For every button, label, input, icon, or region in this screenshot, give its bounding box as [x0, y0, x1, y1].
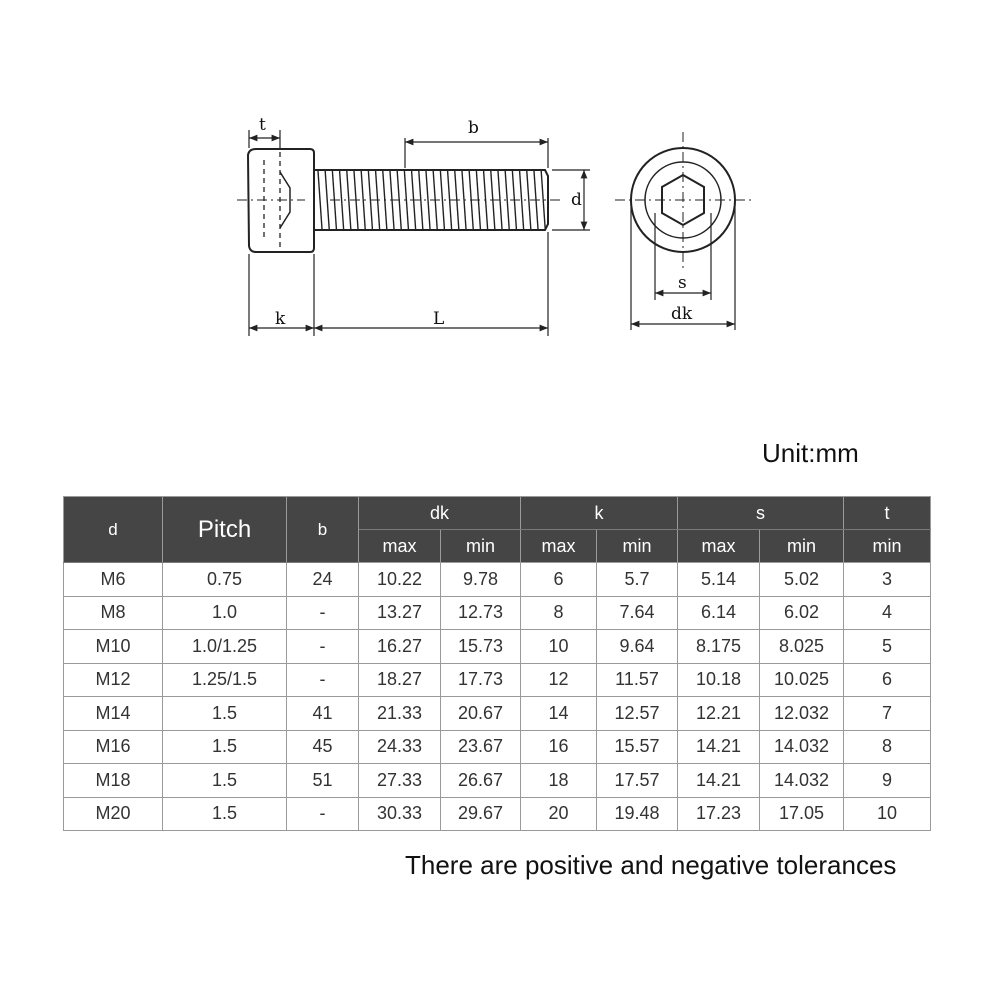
table-cell: 7 — [844, 697, 931, 731]
table-cell: 5.7 — [597, 563, 678, 597]
table-cell: 18 — [521, 764, 597, 798]
table-cell: 3 — [844, 563, 931, 597]
table-cell: 11.57 — [597, 663, 678, 697]
table-cell: 14.21 — [678, 730, 760, 764]
table-cell: 14.032 — [760, 730, 844, 764]
screw-head-side — [237, 149, 314, 252]
table-cell: 14 — [521, 697, 597, 731]
table-row — [64, 630, 931, 664]
header-s: s — [678, 497, 844, 530]
table-cell: 1.0/1.25 — [163, 630, 287, 664]
table-cell: 15.57 — [597, 730, 678, 764]
table-cell: M8 — [64, 596, 163, 630]
table-cell: 6 — [844, 663, 931, 697]
label-L: L — [433, 309, 445, 329]
table-cell: 26.67 — [441, 764, 521, 798]
table-cell: 24.33 — [359, 730, 441, 764]
table-cell: 12.57 — [597, 697, 678, 731]
table-row — [64, 764, 931, 798]
table-cell: 29.67 — [441, 797, 521, 831]
table-cell: 14.032 — [760, 764, 844, 798]
table-cell: 41 — [287, 697, 359, 731]
table-cell: 8 — [521, 596, 597, 630]
unit-label: Unit:mm — [762, 438, 859, 468]
table-cell: 1.5 — [163, 797, 287, 831]
table-cell: 10.22 — [359, 563, 441, 597]
table-cell: 9.78 — [441, 563, 521, 597]
table-cell: 14.21 — [678, 764, 760, 798]
header-k-min: min — [597, 530, 678, 563]
header-dk-max: max — [359, 530, 441, 563]
header-k-max: max — [521, 530, 597, 563]
table-cell: 5.14 — [678, 563, 760, 597]
table-cell: 45 — [287, 730, 359, 764]
table-cell: 9.64 — [597, 630, 678, 664]
table-cell: 12.73 — [441, 596, 521, 630]
table-cell: 1.25/1.5 — [163, 663, 287, 697]
label-k: k — [275, 309, 286, 329]
tolerance-note: There are positive and negative tolerances — [405, 850, 897, 880]
table-cell: 10 — [844, 797, 931, 831]
header-d: d — [64, 497, 163, 563]
table-cell: 30.33 — [359, 797, 441, 831]
table-cell: 19.48 — [597, 797, 678, 831]
label-s: s — [678, 273, 687, 293]
table-cell: 4 — [844, 596, 931, 630]
table-cell: 13.27 — [359, 596, 441, 630]
table-cell: 1.5 — [163, 764, 287, 798]
table-cell: 8.175 — [678, 630, 760, 664]
table-cell: 10.025 — [760, 663, 844, 697]
table-cell: 17.57 — [597, 764, 678, 798]
table-body — [64, 563, 931, 831]
table-cell: M6 — [64, 563, 163, 597]
table-cell: 9 — [844, 764, 931, 798]
header-k: k — [521, 497, 678, 530]
screw-drawing — [0, 0, 1000, 400]
screw-thread — [314, 170, 560, 230]
table-cell: - — [287, 596, 359, 630]
table-cell: 12.032 — [760, 697, 844, 731]
header-b: b — [287, 497, 359, 563]
table-cell: 16.27 — [359, 630, 441, 664]
table-cell: 10 — [521, 630, 597, 664]
table-cell: 5 — [844, 630, 931, 664]
table-cell: 27.33 — [359, 764, 441, 798]
dimension-lines — [249, 130, 590, 336]
table-cell: 6.02 — [760, 596, 844, 630]
table-row — [64, 697, 931, 731]
table-cell: M18 — [64, 764, 163, 798]
table-cell: 6 — [521, 563, 597, 597]
table-cell: 12.21 — [678, 697, 760, 731]
table-cell: 12 — [521, 663, 597, 697]
table-cell: 8.025 — [760, 630, 844, 664]
table-cell: M10 — [64, 630, 163, 664]
label-t: t — [259, 115, 266, 135]
table-cell: 1.0 — [163, 596, 287, 630]
label-dk: dk — [671, 304, 693, 324]
table-cell: 6.14 — [678, 596, 760, 630]
label-d: d — [571, 190, 582, 210]
header-t: t — [844, 497, 931, 530]
table-cell: M14 — [64, 697, 163, 731]
label-b: b — [468, 118, 479, 138]
table-cell: 21.33 — [359, 697, 441, 731]
header-s-max: max — [678, 530, 760, 563]
table-cell: 1.5 — [163, 730, 287, 764]
table-cell: 5.02 — [760, 563, 844, 597]
table-cell: 17.23 — [678, 797, 760, 831]
table-cell: 17.05 — [760, 797, 844, 831]
table-cell: 0.75 — [163, 563, 287, 597]
table-cell: 8 — [844, 730, 931, 764]
table-row — [64, 730, 931, 764]
header-t-min: min — [844, 530, 931, 563]
spec-table — [63, 496, 931, 831]
table-cell: 1.5 — [163, 697, 287, 731]
table-cell: M16 — [64, 730, 163, 764]
table-cell: 24 — [287, 563, 359, 597]
table-cell: M12 — [64, 663, 163, 697]
table-row — [64, 596, 931, 630]
table-cell: 51 — [287, 764, 359, 798]
header-pitch: Pitch — [163, 497, 287, 563]
table-cell: 18.27 — [359, 663, 441, 697]
screw-head-top-view — [615, 132, 752, 330]
table-cell: - — [287, 630, 359, 664]
table-cell: 20 — [521, 797, 597, 831]
table-cell: 23.67 — [441, 730, 521, 764]
table-row — [64, 663, 931, 697]
table-cell: 10.18 — [678, 663, 760, 697]
table-cell: 20.67 — [441, 697, 521, 731]
table-row — [64, 797, 931, 831]
table-cell: 7.64 — [597, 596, 678, 630]
table-cell: - — [287, 663, 359, 697]
table-row — [64, 563, 931, 597]
table-cell: 17.73 — [441, 663, 521, 697]
header-dk-min: min — [441, 530, 521, 563]
header-s-min: min — [760, 530, 844, 563]
table-cell: - — [287, 797, 359, 831]
header-dk: dk — [359, 497, 521, 530]
table-cell: 15.73 — [441, 630, 521, 664]
table-cell: 16 — [521, 730, 597, 764]
table-cell: M20 — [64, 797, 163, 831]
